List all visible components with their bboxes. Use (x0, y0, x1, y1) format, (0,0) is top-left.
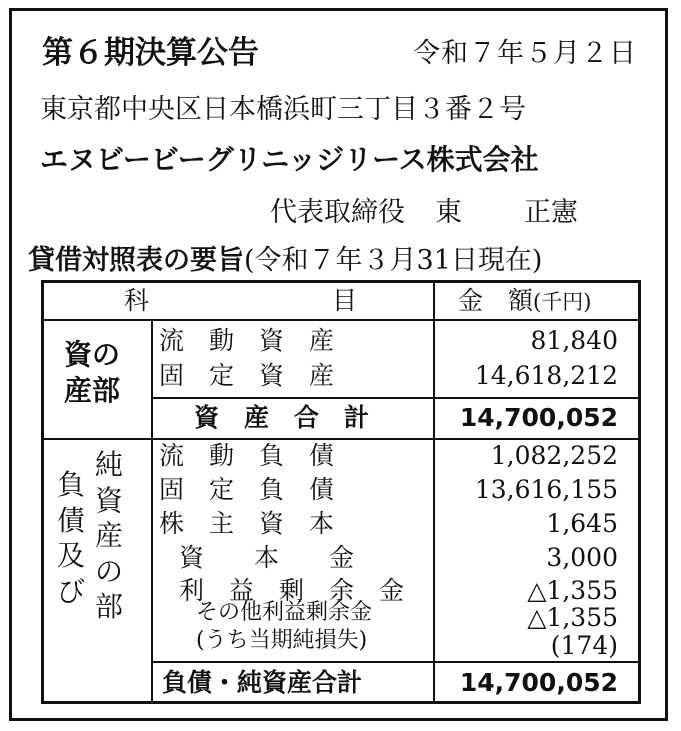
header-item-2: 目 (332, 286, 358, 315)
retained-earnings-value: △1,355 (527, 576, 618, 605)
liab-total-line (151, 661, 638, 663)
shareholders-equity-label: 株 主 資 本 (159, 509, 335, 538)
rep-given-name: 正憲 (524, 197, 578, 228)
header-divider (44, 319, 638, 321)
company-address: 東京都中央区日本橋浜町三丁目３番２号 (40, 94, 526, 125)
retained-earnings-label: 利 益 剰 余 金 (179, 576, 405, 605)
representative (270, 199, 578, 226)
header-unit: (千円) (533, 290, 592, 314)
total-assets-label: 資 産 合 計 (194, 403, 370, 432)
total-liab-equity-value: 14,700,052 (459, 668, 618, 697)
balance-sheet-heading: 貸借対照表の要旨 (28, 245, 244, 276)
total-liab-equity-label: 負債・純資産合計 (162, 668, 363, 697)
fixed-liabilities-value: 13,616,155 (474, 475, 618, 504)
current-assets-value: 81,840 (530, 326, 618, 355)
balance-sheet-date: (令和７年３月31日現在) (244, 245, 543, 276)
fixed-assets-value: 14,618,212 (474, 361, 618, 390)
other-retained-earnings-label: その他利益剰余金 (196, 600, 373, 625)
rep-title: 代表取締役 (270, 197, 405, 228)
other-retained-earnings-value: △1,355 (527, 603, 618, 632)
balance-sheet-table (41, 280, 641, 704)
fixed-liabilities-label: 固 定 負 債 (159, 475, 335, 504)
company-name: エヌビービーグリニッジリース株式会社 (40, 143, 539, 176)
assets-divider (44, 438, 638, 440)
rep-surname: 東 (435, 197, 462, 228)
current-liabilities-value: 1,082,252 (490, 441, 618, 470)
capital-value: 3,000 (546, 543, 618, 572)
shareholders-equity-value: 1,645 (546, 509, 618, 538)
assets-total-line (151, 397, 638, 399)
liab-section-label-col2: 純 資 産 の 部 (94, 448, 123, 624)
net-loss-label: (うち当期純損失) (196, 628, 368, 653)
capital-label: 資 本 金 (179, 543, 355, 572)
header-amount (458, 288, 591, 313)
amount-column-divider (433, 283, 435, 701)
assets-section-label: 資の 産部 (64, 338, 121, 408)
notice-date: 令和７年５月２日 (413, 38, 637, 69)
current-assets-label: 流 動 資 産 (159, 326, 335, 355)
liab-section-label-col1: 負 債 及 び (56, 468, 85, 608)
net-loss-value: (174) (550, 631, 618, 660)
header-amount-label: 金 額 (458, 286, 534, 315)
balance-sheet-title (28, 247, 542, 274)
notice-title: 第６期決算公告 (42, 35, 259, 71)
label-column-divider (151, 319, 153, 701)
header-item-1: 科 (124, 286, 150, 315)
current-liabilities-label: 流 動 負 債 (159, 441, 335, 470)
total-assets-value: 14,700,052 (459, 403, 618, 432)
fixed-assets-label: 固 定 資 産 (159, 361, 335, 390)
